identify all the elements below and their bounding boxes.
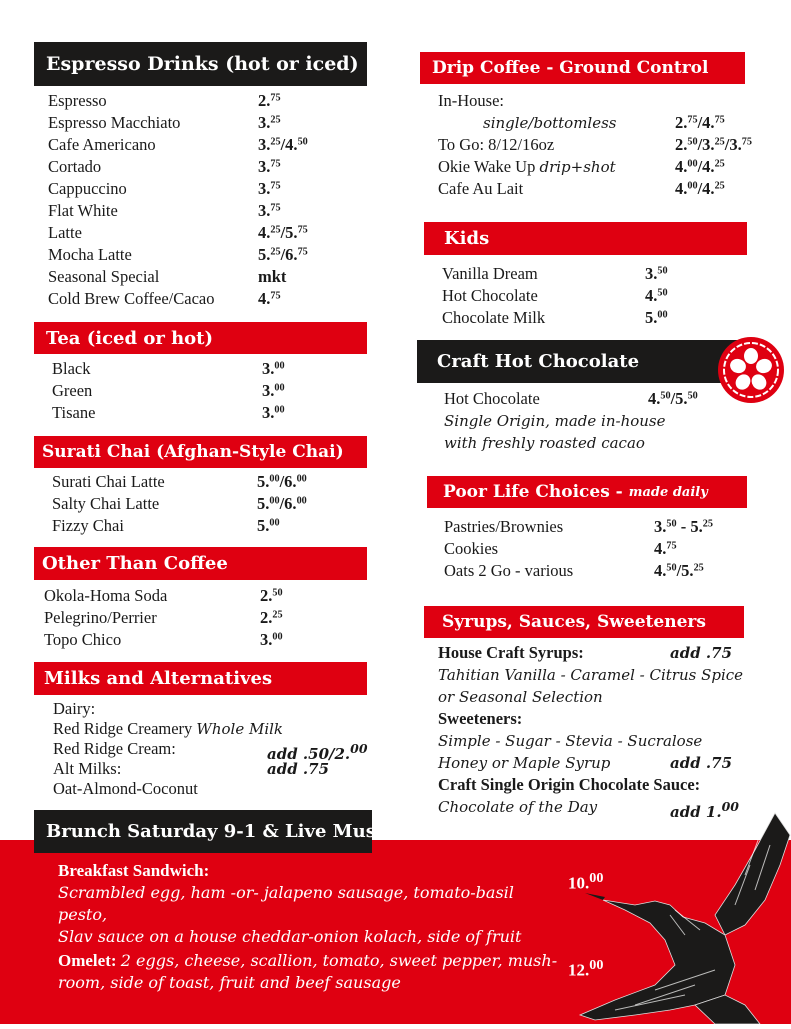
chai-item-price: 5.00/6.00: [257, 494, 307, 513]
poor-item-name: Oats 2 Go - various: [444, 561, 574, 580]
kids-item: [442, 307, 742, 329]
other-item: [44, 585, 364, 607]
espresso-item-price: mkt: [258, 267, 287, 286]
milks-alt-price: add .75: [267, 760, 330, 778]
espresso-item-price: 4.75: [258, 289, 281, 308]
brunch-sandwich-desc-2: Slav sauce on a house cheddar-onion kolach, side of fruit: [58, 927, 522, 946]
kids-item: [442, 263, 742, 285]
milks-title: Milks and Alternatives: [44, 668, 273, 689]
espresso-item-price: 2.75: [258, 91, 281, 110]
brunch-sandwich: [58, 860, 558, 948]
espresso-header: [34, 42, 367, 86]
syrups-house-list-2: or Seasonal Selection: [438, 688, 603, 706]
brunch-omelet-price: 12.00: [568, 957, 604, 980]
syrups-honey: Honey or Maple Syrup: [438, 754, 611, 772]
espresso-item-name: Cold Brew Coffee/Cacao: [48, 289, 215, 308]
drip-title: Drip Coffee - Ground Control: [432, 58, 709, 78]
kids-item-price: 5.00: [645, 308, 668, 327]
other-item-name: Topo Chico: [44, 630, 122, 649]
other-item: [44, 629, 364, 651]
brunch-omelet-desc-1: 2 eggs, cheese, scallion, tomato, sweet pepper, mush-: [120, 951, 558, 970]
poor-item-price: 4.75: [654, 539, 677, 558]
espresso-list: [48, 90, 368, 310]
kids-list: [442, 263, 742, 329]
other-item-price: 2.25: [260, 608, 283, 627]
espresso-item-price: 5.25/6.75: [258, 245, 308, 264]
craft-price: 4.50/5.50: [648, 389, 698, 408]
drip-header: [420, 52, 745, 84]
espresso-item-price: 3.75: [258, 157, 281, 176]
poor-subtitle: made daily: [628, 484, 708, 500]
espresso-item-price: 3.25/4.50: [258, 135, 308, 154]
tea-title: Tea (iced or hot): [46, 327, 214, 349]
brunch-sandwich-desc-1: Scrambled egg, ham -or- jalapeno sausage, tomato-basil pesto,: [58, 883, 514, 924]
chai-item: [52, 515, 362, 537]
milks-cream-price: add .50/2.00: [267, 741, 368, 763]
chai-item-name: Surati Chai Latte: [52, 472, 165, 491]
syrups-sweet: Sweeteners:: [438, 709, 523, 728]
brunch-omelet-desc-2: room, side of toast, fruit and beef sausage: [58, 973, 401, 992]
other-list: [44, 585, 364, 651]
kids-item: [442, 285, 742, 307]
other-item-name: Okola-Homa Soda: [44, 586, 168, 605]
espresso-item: [48, 288, 368, 310]
espresso-item: [48, 112, 368, 134]
kids-item-name: Chocolate Milk: [442, 308, 546, 327]
espresso-item: [48, 134, 368, 156]
syrups-list: [438, 642, 778, 821]
poor-header: [427, 476, 747, 508]
milks-dairy-label: Dairy:: [53, 699, 96, 718]
drip-okie-note: drip+shot: [539, 158, 616, 176]
espresso-item-name: Latte: [48, 223, 82, 242]
espresso-item: [48, 244, 368, 266]
drip-in-house: In-House:: [438, 91, 504, 110]
craft-desc-1: Single Origin, made in-house: [444, 412, 666, 430]
poor-item-price: 3.50 - 5.25: [654, 517, 713, 536]
kids-item-price: 4.50: [645, 286, 668, 305]
chai-item-name: Fizzy Chai: [52, 516, 124, 535]
brunch-omelet: [58, 950, 558, 994]
tea-item-price: 3.00: [262, 381, 285, 400]
drip-list: [438, 90, 788, 200]
milks-creamery: Red Ridge Creamery: [53, 719, 193, 738]
brunch-sandwich-title: Breakfast Sandwich:: [58, 861, 210, 880]
espresso-item-price: 3.75: [258, 179, 281, 198]
brunch-omelet-title: Omelet:: [58, 951, 117, 970]
kids-item-price: 3.50: [645, 264, 668, 283]
espresso-item-price: 3.25: [258, 113, 281, 132]
kids-item-name: Vanilla Dream: [442, 264, 538, 283]
craft-list: [444, 388, 744, 454]
other-header: [34, 547, 367, 580]
woodpecker-illustration: [575, 805, 791, 1024]
espresso-item-name: Cafe Americano: [48, 135, 156, 154]
drip-togo: To Go: 8/12/16oz: [438, 135, 555, 154]
syrups-house: House Craft Syrups:: [438, 643, 584, 662]
espresso-item-name: Cortado: [48, 157, 102, 176]
tea-item-name: Tisane: [52, 403, 96, 422]
kids-title: Kids: [444, 228, 490, 249]
poor-item-name: Cookies: [444, 539, 499, 558]
other-item-name: Pelegrino/Perrier: [44, 608, 157, 627]
other-item-price: 2.50: [260, 586, 283, 605]
brunch-title: Brunch Saturday 9-1 & Live Music!: [46, 821, 402, 842]
espresso-item-name: Espresso: [48, 91, 107, 110]
tea-item-name: Black: [52, 359, 91, 378]
espresso-item: [48, 90, 368, 112]
chai-item-price: 5.00: [257, 516, 280, 535]
chai-list: [52, 471, 362, 537]
syrups-house-price: add .75: [670, 644, 733, 662]
milks-alt: Alt Milks:: [53, 759, 122, 778]
tea-item-price: 3.00: [262, 359, 285, 378]
syrups-header: [424, 606, 744, 638]
milks-header: [34, 662, 367, 695]
espresso-item: [48, 156, 368, 178]
drip-single: single/bottomless: [483, 114, 617, 132]
drip-okie-price: 4.00/4.25: [675, 157, 725, 176]
milks-alt-options: Oat-Almond-Coconut: [53, 779, 198, 798]
poor-list: [444, 516, 744, 582]
milks-list: [53, 699, 383, 799]
chai-item-price: 5.00/6.00: [257, 472, 307, 491]
poor-title: Poor Life Choices -: [443, 482, 623, 502]
espresso-item-name: Flat White: [48, 201, 118, 220]
chai-item: [52, 493, 362, 515]
chai-title: Surati Chai (Afghan-Style Chai): [42, 442, 344, 462]
other-title: Other Than Coffee: [42, 553, 228, 574]
craft-desc-2: with freshly roasted cacao: [444, 434, 645, 452]
espresso-item: [48, 178, 368, 200]
espresso-item-name: Cappuccino: [48, 179, 127, 198]
tea-item-name: Green: [52, 381, 93, 400]
syrups-sauce: Craft Single Origin Chocolate Sauce:: [438, 775, 701, 794]
espresso-item: [48, 200, 368, 222]
drip-aulait-price: 4.00/4.25: [675, 179, 725, 198]
syrups-title: Syrups, Sauces, Sweeteners: [442, 612, 706, 632]
poor-item: [444, 516, 744, 538]
tea-header: [34, 322, 367, 354]
tea-list: [52, 358, 362, 424]
espresso-item-name: Espresso Macchiato: [48, 113, 181, 132]
tea-item-price: 3.00: [262, 403, 285, 422]
tea-item: [52, 380, 362, 402]
drip-aulait: Cafe Au Lait: [438, 179, 524, 198]
espresso-item: [48, 222, 368, 244]
kids-item-name: Hot Chocolate: [442, 286, 538, 305]
other-item: [44, 607, 364, 629]
craft-title: Craft Hot Chocolate: [437, 351, 640, 372]
poor-item: [444, 538, 744, 560]
drip-togo-price: 2.50/3.25/3.75: [675, 135, 752, 154]
milks-creamery-note: Whole Milk: [196, 720, 284, 738]
drip-okie: Okie Wake Up: [438, 157, 536, 176]
milks-cream: Red Ridge Cream:: [53, 739, 176, 758]
chai-item: [52, 471, 362, 493]
syrups-sauce-price: add 1.00: [670, 799, 739, 821]
poor-item: [444, 560, 744, 582]
chai-header: [34, 436, 367, 468]
espresso-item-name: Seasonal Special: [48, 267, 160, 286]
craft-header: [417, 340, 747, 383]
tea-item: [52, 402, 362, 424]
espresso-item-price: 4.25/5.75: [258, 223, 308, 242]
syrups-house-list-1: Tahitian Vanilla - Caramel - Citrus Spice: [438, 666, 744, 684]
other-item-price: 3.00: [260, 630, 283, 649]
poor-item-name: Pastries/Brownies: [444, 517, 564, 536]
syrups-sweet-list: Simple - Sugar - Stevia - Sucralose: [438, 732, 703, 750]
espresso-item-price: 3.75: [258, 201, 281, 220]
brunch-header: [34, 810, 402, 853]
poor-item-price: 4.50/5.25: [654, 561, 704, 580]
espresso-item-name: Mocha Latte: [48, 245, 132, 264]
kids-header: [424, 222, 747, 255]
chai-item-name: Salty Chai Latte: [52, 494, 160, 513]
espresso-title: Espresso Drinks (hot or iced): [46, 53, 359, 75]
tea-item: [52, 358, 362, 380]
craft-item: Hot Chocolate: [444, 389, 540, 408]
brunch-sandwich-price: 10.00: [568, 870, 604, 893]
espresso-item: [48, 266, 368, 288]
syrups-sauce-item: Chocolate of the Day: [438, 798, 598, 816]
syrups-honey-price: add .75: [670, 754, 733, 772]
drip-single-price: 2.75/4.75: [675, 113, 725, 132]
